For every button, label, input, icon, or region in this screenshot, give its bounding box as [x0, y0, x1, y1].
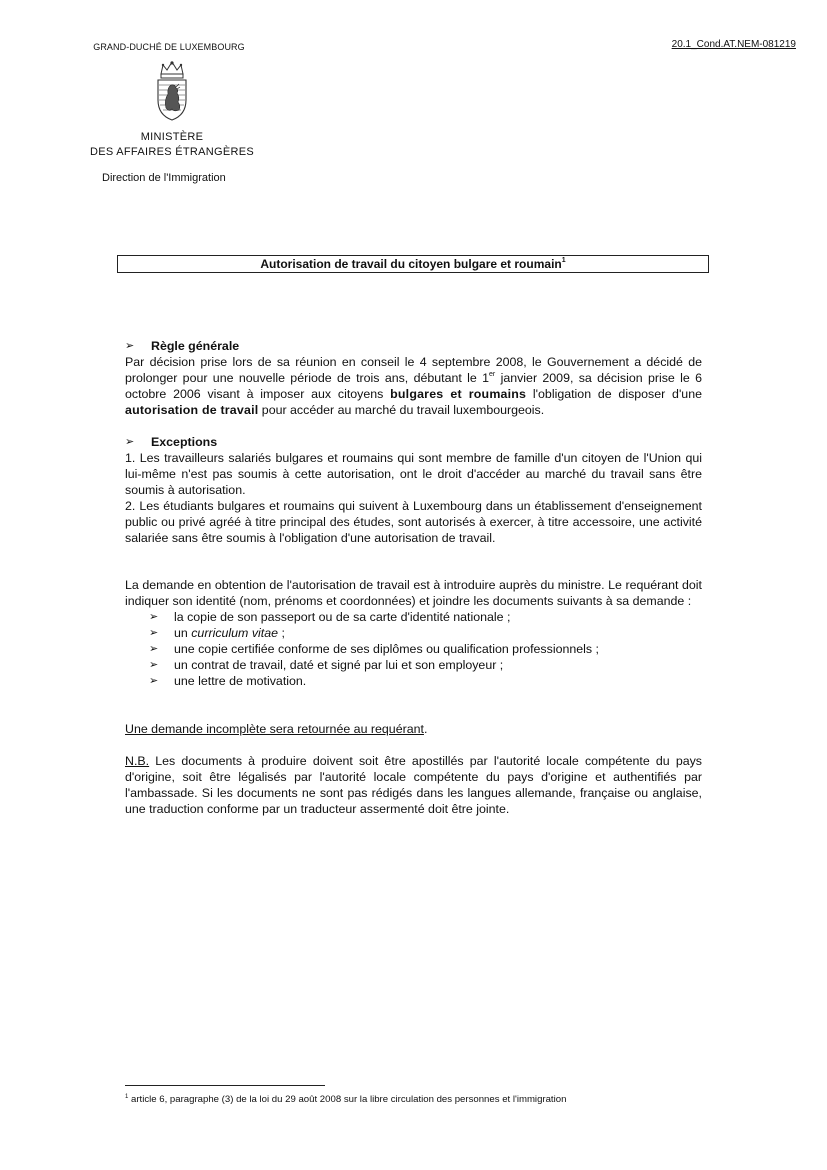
document-reference: 20.1_Cond.AT.NEM-081219 — [671, 39, 796, 50]
arrow-bullet-icon: ➢ — [149, 627, 159, 639]
arrow-bullet-icon: ➢ — [149, 675, 159, 687]
footnote — [125, 1094, 566, 1105]
list-item-text: la copie de son passeport ou de sa carte d'identité nationale ; — [174, 610, 511, 624]
list-item-text — [174, 625, 285, 641]
section-regle-generale-heading — [125, 338, 702, 354]
list-item-suffix: ; — [278, 626, 285, 640]
list-item-text: une copie certifiée conforme de ses diplômes ou qualification professionnels ; — [174, 642, 599, 656]
regle-text-3: l'obligation de disposer d'une — [526, 387, 702, 401]
ministry-line-1: MINISTÈRE — [140, 131, 204, 143]
incomplete-end: . — [423, 722, 428, 736]
regle-text-4: pour accéder au marché du travail luxembourgeois. — [258, 403, 545, 417]
arrow-bullet-icon: ➢ — [125, 340, 135, 352]
list-item — [149, 609, 702, 625]
direction-name: Direction de l'Immigration — [102, 172, 226, 184]
exception-item-1: 1. Les travailleurs salariés bulgares et roumains qui sont membre de famille d'un citoyen de l'Union qui lui-même n'est pas soumis à cette autorisation, ont le droit d'accéder au marché du travail sans être soumis à autorisation. — [125, 451, 702, 497]
regle-bold-2: autorisation de travail — [125, 403, 259, 417]
required-documents-list — [125, 609, 702, 689]
title-footnote-mark: 1 — [561, 257, 566, 264]
arrow-bullet-icon: ➢ — [149, 659, 159, 671]
footnote-divider — [125, 1085, 325, 1086]
list-item-text: un contrat de travail, daté et signé par lui et son employeur ; — [174, 658, 504, 672]
footnote-text: article 6, paragraphe (3) de la loi du 29 août 2008 sur la libre circulation des personnes et l'immigration — [128, 1094, 567, 1105]
title-text: Autorisation de travail du citoyen bulgare et roumain — [260, 257, 562, 271]
section-exceptions-heading — [125, 434, 702, 450]
arrow-bullet-icon: ➢ — [149, 611, 159, 623]
list-item — [149, 625, 702, 641]
ministry-line-2: DES AFFAIRES ÉTRANGÈRES — [90, 146, 254, 158]
arrow-bullet-icon: ➢ — [125, 436, 135, 448]
footnote-mark: 1 — [125, 1094, 129, 1100]
nb-label: N.B. — [125, 754, 150, 768]
nb-text: Les documents à produire doivent soit être apostillés par l'autorité locale compétente du pays d'origine, soit être légalisés par l'autorité locale compétente du pays d'origine et authentifiés par l'ambassade. Si les documents ne sont pas rédigés dans les langues allemande, française ou anglaise, une traduction conforme par un traducteur assermenté doit être jointe. — [125, 754, 702, 816]
luxembourg-coat-of-arms-icon — [152, 60, 192, 122]
regle-text-1: Par décision prise lors de sa réunion en conseil le 4 septembre 2008, le Gouvernement a décidé de prolonger pour une nouvelle période de trois ans, débutant le 1 — [125, 355, 702, 385]
list-item-prefix: un — [174, 626, 192, 640]
list-item — [149, 641, 702, 657]
list-item-text: une lettre de motivation. — [174, 674, 307, 688]
nb-paragraph — [125, 753, 702, 817]
country-name: GRAND-DUCHÉ DE LUXEMBOURG — [93, 42, 245, 52]
incomplete-notice — [125, 721, 702, 737]
document-title — [117, 255, 709, 273]
cv-italic: curriculum vitae — [191, 626, 278, 640]
incomplete-text: Une demande incomplète sera retournée au requérant — [125, 722, 424, 736]
arrow-bullet-icon: ➢ — [149, 643, 159, 655]
document-body — [125, 338, 702, 817]
exception-item-2: 2. Les étudiants bulgares et roumains qui suivent à Luxembourg dans un établissement d'enseignement public ou privé agréé à titre principal des études, sont autorisés à exercer, à titre accessoire, une activité salariée sans être soumis à l'obligation d'une autorisation de travail. — [125, 499, 702, 545]
section-heading-text: Exceptions — [151, 435, 218, 449]
section-heading-text: Règle générale — [151, 339, 240, 353]
demande-intro: La demande en obtention de l'autorisation de travail est à introduire auprès du ministre. Le requérant doit indiquer son identité (nom, prénoms et coordonnées) et joindre les documents suivants à sa demande : — [125, 578, 702, 608]
regle-text-2: janvier 2009, sa décision prise le 6 octobre 2006 visant à imposer aux citoyens — [125, 371, 702, 401]
letterhead — [82, 42, 262, 160]
regle-bold-1: bulgares et roumains — [390, 387, 527, 401]
list-item — [149, 673, 702, 689]
regle-generale-paragraph — [125, 354, 702, 418]
regle-superscript: er — [489, 371, 496, 378]
ministry-name — [82, 130, 262, 160]
list-item — [149, 657, 702, 673]
